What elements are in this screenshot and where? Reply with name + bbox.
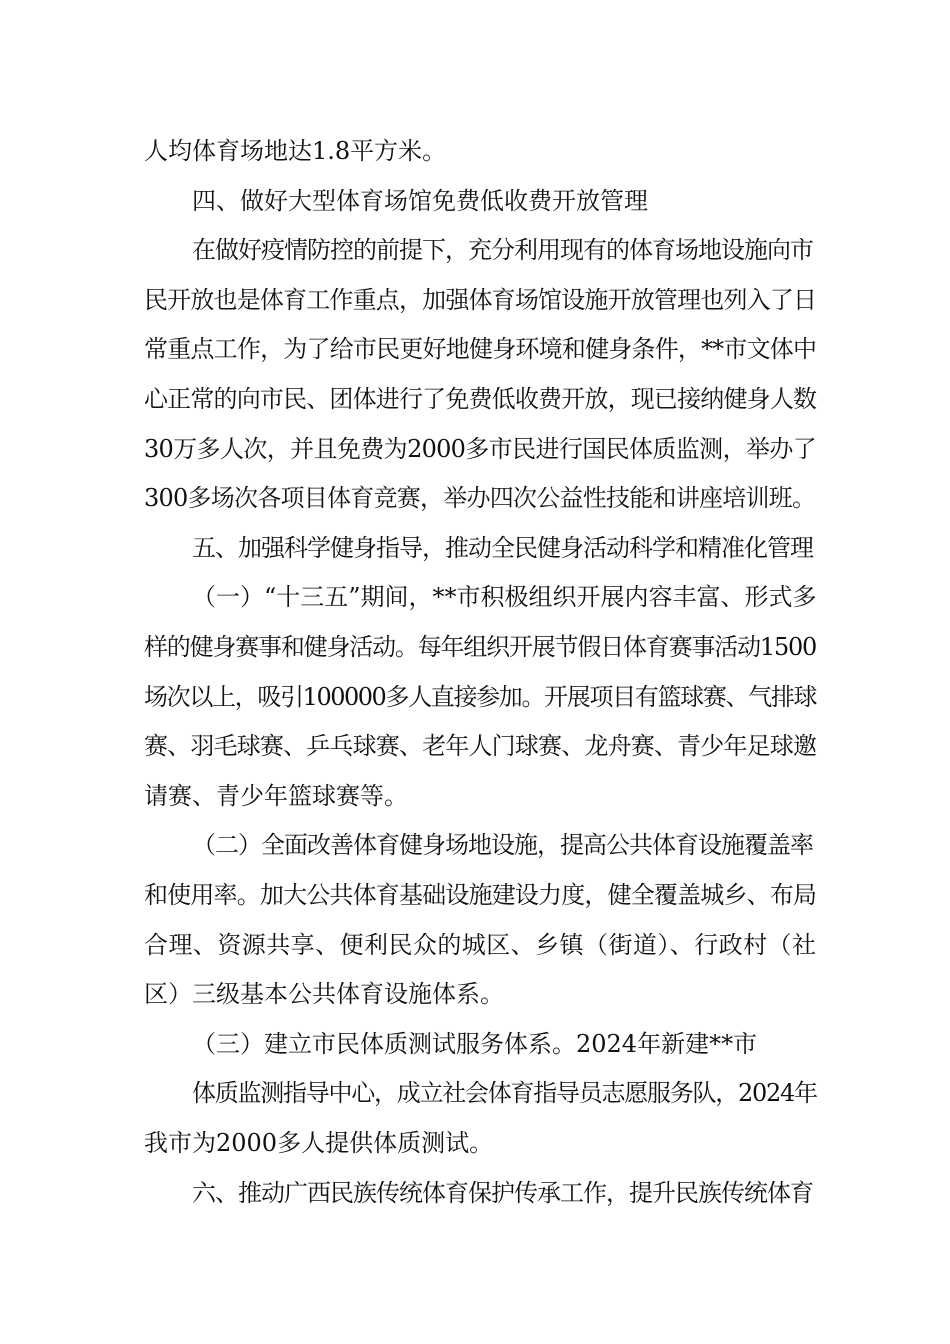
section-heading: 五、加强科学健身指导，推动全民健身活动科学和精准化管理 [192,534,813,562]
body-text-line: 人均体育场地达1.8平方米。 [144,137,447,165]
body-text-line: （一）“十三五”期间，**市积极组织开展内容丰富、形式多 [192,583,817,611]
body-text-line: 在做好疫情防控的前提下，充分利用现有的体育场地设施向市 [192,236,813,264]
body-text-line: 心正常的向市民、团体进行了免费低收费开放，现已接纳健身人数 [144,385,816,413]
body-text-line: 和使用率。加大公共体育基础设施建设力度，健全覆盖城乡、布局 [144,881,816,909]
body-text-line: 30万多人次，并且免费为2000多市民进行国民体质监测，举办了 [144,435,816,463]
body-text-line: （二）全面改善体育健身场地设施，提高公共体育设施覆盖率 [192,831,813,859]
body-text-line: 请赛、青少年篮球赛等。 [144,782,408,810]
body-text-line: 样的健身赛事和健身活动。每年组织开展节假日体育赛事活动1500 [144,633,816,661]
body-text-line: 场次以上，吸引100000多人直接参加。开展项目有篮球赛、气排球 [144,683,816,711]
body-text-line: 赛、羽毛球赛、乒乓球赛、老年人门球赛、龙舟赛、青少年足球邀 [144,732,816,760]
body-text-line: 体质监测指导中心，成立社会体育指导员志愿服务队，2024年 [192,1079,817,1107]
body-text-line: 常重点工作，为了给市民更好地健身环境和健身条件，**市文体中 [144,335,816,363]
body-text-line: 合理、资源共享、便利民众的城区、乡镇（街道）、行政村（社 [144,931,816,959]
body-text-line: （三）建立市民体质测试服务体系。2024年新建**市 [192,1030,758,1058]
body-text-line: 我市为2000多人提供体质测试。 [144,1129,494,1157]
body-text-line: 区）三级基本公共体育设施体系。 [144,980,504,1008]
section-heading: 六、推动广西民族传统体育保护传承工作，提升民族传统体育 [192,1179,813,1207]
section-heading: 四、做好大型体育场馆免费低收费开放管理 [192,187,648,215]
body-text-line: 300多场次各项目体育竞赛，举办四次公益性技能和讲座培训班。 [144,484,816,512]
body-text-line: 民开放也是体育工作重点，加强体育场馆设施开放管理也列入了日 [144,286,816,314]
